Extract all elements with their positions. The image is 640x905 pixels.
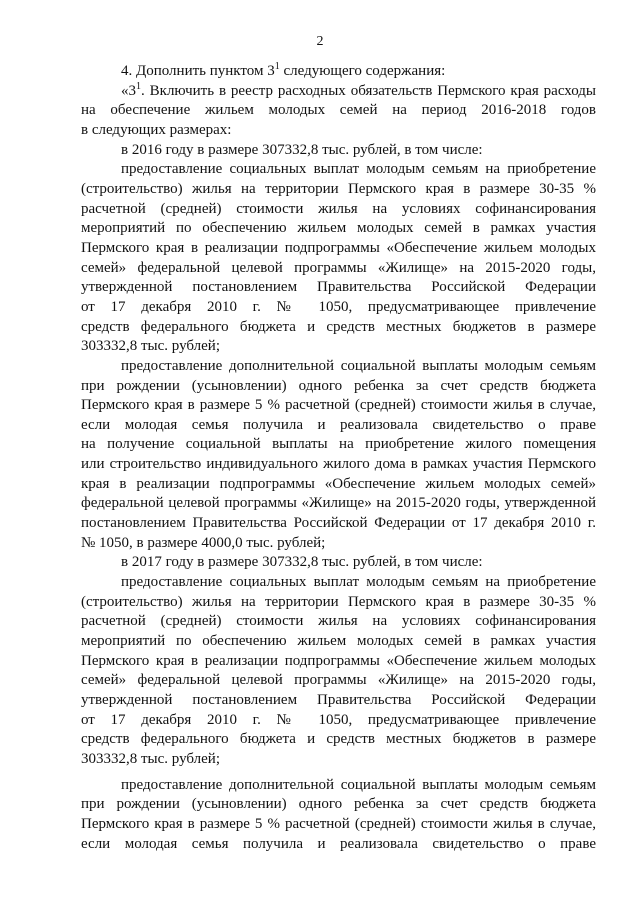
para-b-line-1: предоставление дополнительной социальной выплаты молодым семьям bbox=[121, 357, 596, 374]
para-b-line-6: или строительство индивидуального жилого дома в рамках участия Пермского bbox=[81, 456, 596, 473]
item-4-superscript: 1 bbox=[274, 61, 280, 72]
para-a-line-8: от 17 декабря 2010 г. № 1050, предусматривающее привлечение bbox=[81, 298, 596, 315]
clause-3-1-line-1 bbox=[81, 82, 596, 102]
para-d-line-4: если молодая семья получила и реализовала свидетельство о праве bbox=[81, 835, 596, 852]
para-b-line-4: если молодая семья получила и реализовала свидетельство о праве bbox=[81, 416, 596, 433]
para-c-line-5: Пермского края в реализации подпрограммы «Обеспечение жильем молодых bbox=[81, 652, 596, 669]
para-b-line-5: на получение социальной выплаты на приобретение жилого помещения bbox=[81, 436, 596, 453]
clause-3-1-superscript: 1 bbox=[136, 80, 141, 92]
para-b-line-7: края в реализации подпрограммы «Обеспечение жильем молодых семей» bbox=[81, 475, 596, 492]
para-a-line-1: предоставление социальных выплат молодым семьям на приобретение bbox=[121, 161, 596, 178]
para-c-line-9: средств федерального бюджета и средств местных бюджетов в размере bbox=[81, 731, 596, 748]
document-body bbox=[81, 62, 596, 854]
para-b-line-2: при рождении (усыновлении) одного ребенка за счет средств бюджета bbox=[81, 377, 596, 394]
para-d-line-2: при рождении (усыновлении) одного ребенка за счет средств бюджета bbox=[81, 796, 596, 813]
year-2017-heading: в 2017 году в размере 307332,8 тыс. рублей, в том числе: bbox=[121, 554, 483, 571]
clause-3-1-open: «3 bbox=[121, 82, 136, 99]
para-c-line-3: расчетной (средней) стоимости жилья на условиях софинансирования bbox=[81, 613, 596, 630]
para-c-line-7: утвержденной постановлением Правительства Российской Федерации bbox=[81, 692, 596, 708]
item-4-text-tail: следующего содержания: bbox=[279, 63, 446, 79]
item-4-text: 4. Дополнить пунктом 3 bbox=[121, 63, 275, 79]
para-a-line-3: расчетной (средней) стоимости жилья на условиях софинансирования bbox=[81, 200, 596, 217]
para-a-line-5: Пермского края в реализации подпрограммы «Обеспечение жильем молодых bbox=[81, 239, 596, 256]
para-a-line-6: семей» федеральной целевой программы «Жилище» на 2015-2020 годы, bbox=[81, 259, 596, 276]
page-number: 2 bbox=[316, 34, 324, 49]
para-a-line-2: (строительство) жилья на территории Пермского края в размере 30-35 % bbox=[81, 180, 596, 197]
para-c-line-10: 303332,8 тыс. рублей; bbox=[81, 750, 220, 767]
para-c-line-2: (строительство) жилья на территории Пермского края в размере 30-35 % bbox=[81, 593, 596, 610]
para-b-line-10: № 1050, в размере 4000,0 тыс. рублей; bbox=[81, 534, 326, 551]
para-c-line-6: семей» федеральной целевой программы «Жилище» на 2015-2020 годы, bbox=[81, 672, 596, 689]
clause-3-1-text: . Включить в реестр расходных обязательств Пермского края расходы bbox=[141, 82, 596, 99]
para-d-line-1: предоставление дополнительной социальной выплаты молодым семьям bbox=[121, 776, 596, 793]
para-a-line-7: утвержденной постановлением Правительства Российской Федерации bbox=[81, 279, 596, 296]
para-b-line-9: постановлением Правительства Российской Федерации от 17 декабря 2010 г. bbox=[81, 515, 596, 532]
clause-3-1-line-3: в следующих размерах: bbox=[81, 121, 232, 138]
para-a-line-9: средств федерального бюджета и средств местных бюджетов в размере bbox=[81, 318, 596, 335]
para-a-line-10: 303332,8 тыс. рублей; bbox=[81, 338, 220, 355]
clause-3-1-line-2: на обеспечение жильем молодых семей на период 2016-2018 годов bbox=[81, 102, 596, 119]
item-4-heading bbox=[81, 62, 596, 82]
year-2016-heading: в 2016 году в размере 307332,8 тыс. рублей, в том числе: bbox=[121, 141, 483, 158]
para-c-line-8: от 17 декабря 2010 г. № 1050, предусматривающее привлечение bbox=[81, 711, 596, 728]
para-c-line-1: предоставление социальных выплат молодым семьям на приобретение bbox=[121, 574, 596, 591]
para-a-line-4: мероприятий по обеспечению жильем молодых семей в рамках участия bbox=[81, 220, 596, 237]
para-b-line-3: Пермского края в размере 5 % расчетной (средней) стоимости жилья в случае, bbox=[81, 397, 596, 414]
para-c-line-4: мероприятий по обеспечению жильем молодых семей в рамках участия bbox=[81, 633, 596, 650]
para-d-line-3: Пермского края в размере 5 % расчетной (средней) стоимости жилья в случае, bbox=[81, 815, 596, 832]
para-b-line-8: федеральной целевой программы «Жилище» на 2015-2020 годы, утвержденной bbox=[81, 495, 596, 512]
